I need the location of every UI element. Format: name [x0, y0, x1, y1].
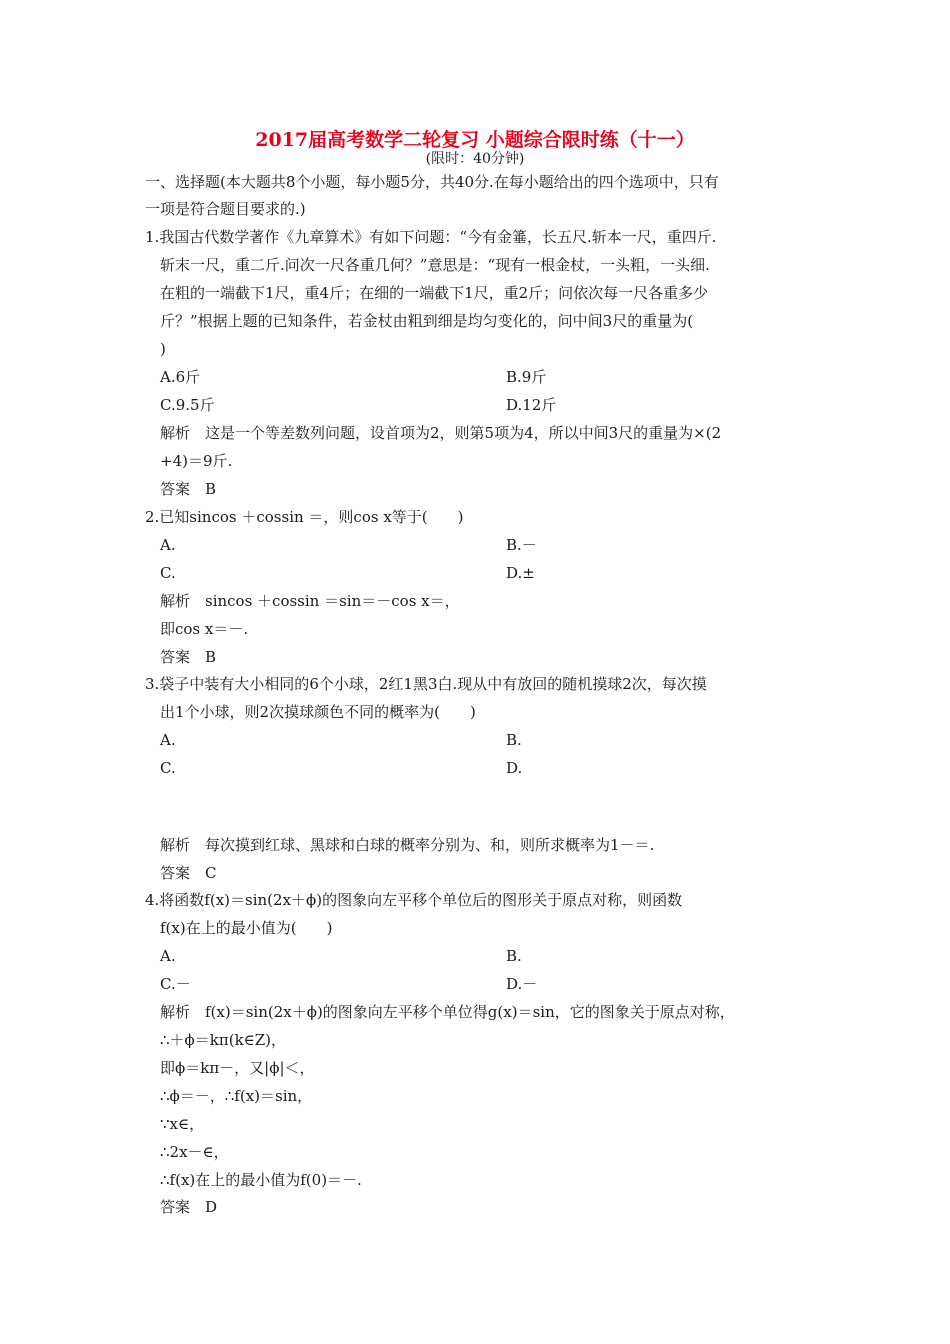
- q4-analysis-line-2: ∴＋ϕ＝kπ(k∈Z)，: [160, 1031, 287, 1049]
- q3-stem-line-2: 出1个小球，则2次摸球颜色不同的概率为( ): [160, 703, 476, 721]
- q1-stem-line-3: 在粗的一端截下1尺，重4斤；在细的一端截下1尺，重2斤；问依次每一尺各重多少: [160, 284, 709, 302]
- q2-analysis-line-2: 即cos x＝－.: [160, 620, 249, 638]
- q4-option-b: B.: [506, 947, 522, 965]
- q4-stem-line-1: 4.将函数f(x)＝sin(2x＋ϕ)的图象向左平移个单位后的图形关于原点对称，则函数: [145, 891, 683, 909]
- q1-stem-line-2: 斩末一尺，重二斤.问次一尺各重几何？”意思是：“现有一根金杖，一头粗，一头细.: [160, 256, 710, 274]
- q3-option-b: B.: [506, 731, 522, 749]
- q3-option-d: D.: [506, 759, 523, 777]
- q4-analysis-line-4: ∴ϕ＝－，∴f(x)＝sin，: [160, 1087, 313, 1105]
- q4-answer: 答案 D: [160, 1198, 218, 1216]
- q1-option-b: B.9斤: [506, 368, 547, 386]
- q4-analysis-line-6: ∴2x－∈，: [160, 1143, 229, 1161]
- time-limit: (限时：40分钟): [425, 151, 525, 167]
- q2-answer: 答案 B: [160, 648, 217, 666]
- q1-stem-line-4: 斤？”根据上题的已知条件，若金杖由粗到细是均匀变化的，问中间3尺的重量为(: [160, 312, 694, 330]
- q1-option-c: C.9.5斤: [160, 396, 215, 414]
- q2-analysis-line-1: 解析 sincos ＋cossin ＝sin＝－cos x＝，: [160, 592, 460, 610]
- q1-stem-line-5: ): [160, 340, 166, 358]
- q4-option-a: A.: [160, 947, 176, 965]
- q1-answer: 答案 B: [160, 480, 217, 498]
- q1-stem-line-1: 1.我国古代数学著作《九章算术》有如下问题：“今有金箠，长五尺.斩本一尺，重四斤.: [145, 228, 717, 246]
- q4-option-d: D.－: [506, 975, 538, 993]
- q4-stem-line-2: f(x)在上的最小值为( ): [160, 919, 333, 937]
- q2-option-a: A.: [160, 536, 176, 554]
- section-heading-line-2: 一项是符合题目要求的.): [145, 200, 306, 218]
- section-heading-line-1: 一、选择题(本大题共8个小题，每小题5分，共40分.在每小题给出的四个选项中，只有: [145, 173, 719, 191]
- q2-stem: 2.已知sincos ＋cossin ＝，则cos x等于( ): [145, 508, 464, 526]
- q1-analysis-line-2: +4)＝9斤.: [160, 452, 233, 470]
- q3-answer: 答案 C: [160, 864, 217, 882]
- q3-analysis: 解析 每次摸到红球、黑球和白球的概率分别为、和，则所求概率为1－＝.: [160, 836, 655, 854]
- q3-stem-line-1: 3.袋子中装有大小相同的6个小球，2红1黑3白.现从中有放回的随机摸球2次，每次摸: [145, 675, 707, 693]
- q3-option-a: A.: [160, 731, 176, 749]
- q4-analysis-line-7: ∴f(x)在上的最小值为f(0)＝－.: [160, 1171, 362, 1189]
- q4-option-c: C.－: [160, 975, 191, 993]
- q1-option-a: A.6斤: [160, 368, 201, 386]
- q2-option-b: B.－: [506, 536, 537, 554]
- q2-option-c: C.: [160, 564, 176, 582]
- q1-option-d: D.12斤: [506, 396, 557, 414]
- q2-option-d: D.±: [506, 564, 535, 582]
- page-title: 2017届高考数学二轮复习 小题综合限时练（十一）: [255, 129, 695, 151]
- q4-analysis-line-1: 解析 f(x)＝sin(2x＋ϕ)的图象向左平移个单位得g(x)＝sin，它的图象关于原点对称，: [160, 1003, 735, 1021]
- q4-analysis-line-5: ∵x∈，: [160, 1115, 205, 1133]
- q1-analysis-line-1: 解析 这是一个等差数列问题，设首项为2，则第5项为4，所以中间3尺的重量为×(2: [160, 424, 722, 442]
- q4-analysis-line-3: 即ϕ＝kπ－，又|ϕ|＜，: [160, 1059, 315, 1077]
- q3-option-c: C.: [160, 759, 176, 777]
